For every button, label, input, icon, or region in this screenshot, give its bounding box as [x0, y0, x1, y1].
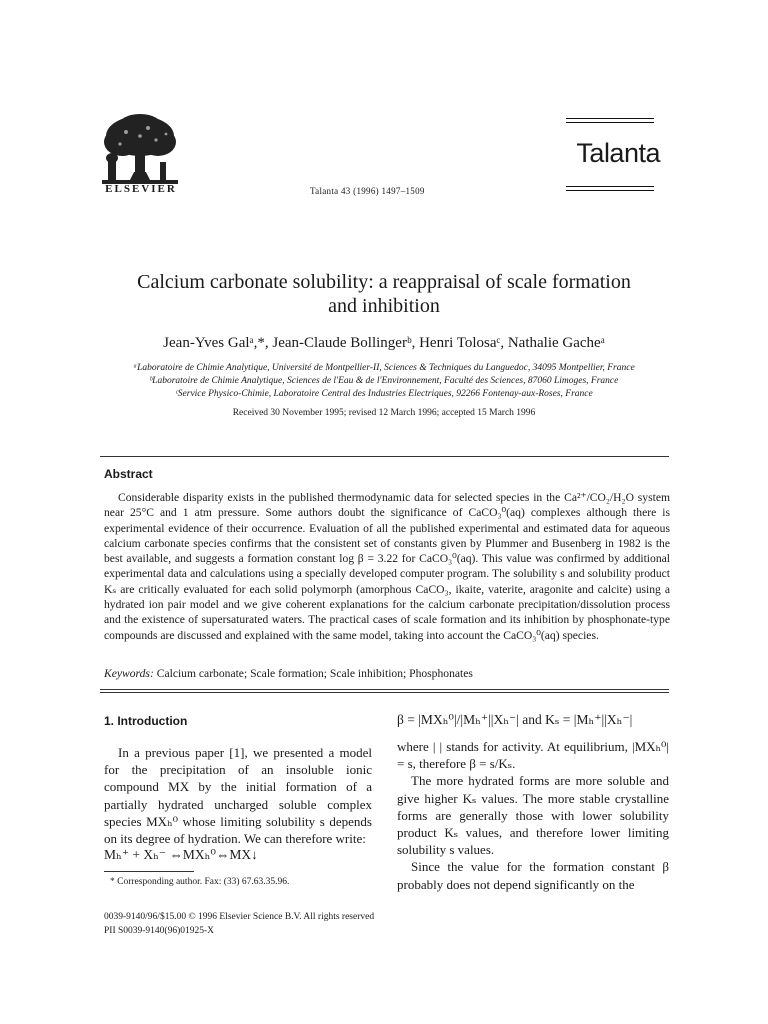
copyright-line: 0039-9140/96/$15.00 © 1996 Elsevier Science B.V. All rights reserved: [104, 912, 375, 922]
affiliation-a: ᵃLaboratoire de Chimie Analytique, Université de Montpellier-II, Sciences & Techniques du Languedoc, 34095 Montpellier, France: [133, 363, 635, 373]
abstract-bottom-rule: [100, 689, 669, 690]
journal-citation: Talanta 43 (1996) 1497–1509: [310, 186, 425, 196]
journal-title-rule-bottom-2: [566, 190, 654, 191]
right-paragraph-3: Since the value for the formation constant β probably does not depend significantly on the: [397, 859, 669, 892]
formation-constant-equation: β = |MXₕ⁰|/|Mₕ⁺||Xₕ⁻| and Kₛ = |Mₕ⁺||Xₕ⁻|: [397, 712, 633, 727]
keywords-label: Keywords:: [104, 667, 154, 680]
journal-title-rule-top: [566, 118, 654, 119]
keywords-text: Calcium carbonate; Scale formation; Scale inhibition; Phosphonates: [156, 667, 473, 680]
introduction-paragraph: In a previous paper [1], we presented a model for the precipitation of an insoluble ionic compound MX by the initial formation of a partially hydrated uncharged soluble complex species MXₕ⁰ whose limiting solubility s depends on its degree of hydration. We can therefore write:: [104, 745, 372, 847]
abstract-bottom-rule-2: [100, 692, 669, 693]
author-list: Jean-Yves Galᵃ,*, Jean-Claude Bollingerᵇ, Henri Tolosaᶜ, Nathalie Gacheᵃ: [163, 335, 605, 351]
footnote-rule: [104, 871, 194, 872]
affiliation-b: ᵇLaboratoire de Chimie Analytique, Sciences de l'Eau & de l'Environnement, Faculté des Sciences, 87060 Limoges, France: [149, 376, 619, 386]
received-dates: Received 30 November 1995; revised 12 March 1996; accepted 15 March 1996: [232, 408, 536, 418]
section-heading-introduction: 1. Introduction: [104, 714, 188, 728]
equilibrium-equation: Mₕ⁺ + Xₕ⁻ ⇔MXₕ⁰⇔MX↓: [104, 847, 258, 862]
abstract-text: Considerable disparity exists in the published thermodynamic data for selected species in the Ca²⁺/CO₂/H₂O system near 25°C and 1 atm pressure. Some authors doubt the significance of CaCO₃⁰(aq) complexes although there is experimental evidence of their occurrence. Evaluation of all the published experimental and estimated data for aqueous calcium carbonate species confirms that the consistent set of constants given by Plummer and Busenberg in 1982 is the best available, and suggests a formation constant log β = 3.22 for CaCO₃⁰(aq). This value was confirmed by additional experimental data and calculations using a specially developed computer program. The solubility s and solubility product Kₛ are critically evaluated for each solid polymorph (amorphous CaCO₃, ikaite, vaterite, aragonite and calcite) using a hydrated ion pair model and we give coherent explanations for the calcium carbonate precipitation/dissolution process and the existence of supersaturated waters. The practical cases of scale formation and its inhibition by phosphonate-type compounds are discussed and explained with the same model, taking into account the CaCO₃⁰(aq) species.: [104, 491, 670, 642]
paper-title-line-1: Calcium carbonate solubility: a reappraisal of scale formation: [137, 271, 631, 293]
abstract-heading: Abstract: [104, 467, 153, 481]
affiliation-c: ᶜService Physico-Chimie, Laboratoire Central des Industries Electriques, 92266 Fontenay-aux-Roses, France: [175, 389, 593, 399]
paper-title-line-2: and inhibition: [328, 295, 440, 317]
journal-title-rule-top-2: [566, 122, 654, 123]
right-paragraph-1: where | | stands for activity. At equilibrium, |MXₕ⁰| = s, therefore β = s/Kₛ.: [397, 739, 669, 772]
paper-title: [60, 270, 708, 318]
keywords: [104, 667, 670, 680]
corresponding-author-footnote: * Corresponding author. Fax: (33) 67.63.35.96.: [110, 877, 290, 887]
pii-line: PII S0039-9140(96)01925-X: [104, 926, 215, 936]
elsevier-tree-logo: [96, 112, 184, 190]
copyright-block: [104, 910, 374, 938]
journal-title-rule-bottom: [566, 186, 654, 187]
right-paragraph-2: The more hydrated forms are more soluble and give higher Kₛ values. The more stable crystalline forms are generally those with lower solubility product Kₛ values, and therefore lower limiting solubility s values.: [397, 773, 669, 858]
right-column-text: [397, 738, 669, 893]
abstract-top-rule: [100, 456, 669, 457]
journal-title: Talanta: [576, 138, 660, 168]
publisher-name: ELSEVIER: [105, 183, 177, 195]
